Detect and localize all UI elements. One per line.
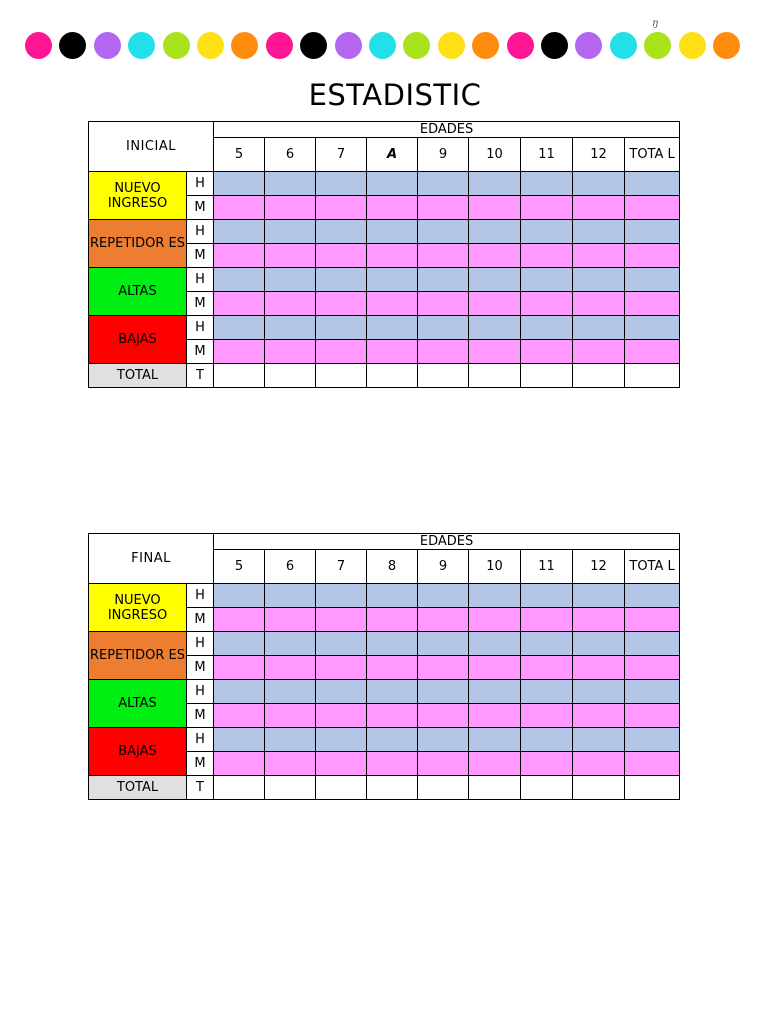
data-entry-cell[interactable] — [316, 172, 367, 196]
age-header: 7 — [316, 138, 367, 172]
data-entry-cell[interactable] — [316, 728, 367, 752]
data-entry-cell[interactable] — [573, 340, 625, 364]
data-entry-cell[interactable] — [418, 172, 469, 196]
data-entry-cell[interactable] — [316, 316, 367, 340]
age-header: 5 — [214, 138, 265, 172]
data-entry-cell[interactable] — [469, 268, 521, 292]
data-entry-cell[interactable] — [367, 680, 418, 704]
data-entry-cell[interactable] — [367, 656, 418, 680]
data-entry-cell[interactable] — [469, 172, 521, 196]
hombres-marker: H — [187, 584, 214, 608]
decorative-dot — [231, 32, 258, 59]
section-label: FINAL — [89, 534, 214, 584]
age-header: 11 — [521, 550, 573, 584]
data-entry-cell[interactable] — [214, 728, 265, 752]
data-entry-cell[interactable] — [418, 244, 469, 268]
data-entry-cell[interactable] — [521, 632, 573, 656]
data-entry-cell[interactable] — [521, 728, 573, 752]
data-entry-cell[interactable] — [367, 340, 418, 364]
age-header: 11 — [521, 138, 573, 172]
data-entry-cell[interactable] — [573, 268, 625, 292]
decorative-dot — [300, 32, 327, 59]
decorative-dot — [197, 32, 224, 59]
data-entry-cell[interactable] — [265, 340, 316, 364]
total-entry-cell[interactable] — [265, 776, 316, 800]
data-entry-cell[interactable] — [573, 244, 625, 268]
data-entry-cell[interactable] — [573, 172, 625, 196]
data-entry-cell[interactable] — [469, 632, 521, 656]
data-entry-cell[interactable] — [418, 340, 469, 364]
age-header: 5 — [214, 550, 265, 584]
data-entry-cell[interactable] — [214, 608, 265, 632]
data-entry-cell[interactable] — [573, 632, 625, 656]
data-entry-cell[interactable] — [469, 704, 521, 728]
data-entry-cell[interactable] — [265, 316, 316, 340]
data-entry-cell[interactable] — [469, 752, 521, 776]
age-header: 7 — [316, 550, 367, 584]
data-entry-cell[interactable] — [265, 244, 316, 268]
data-entry-cell[interactable] — [469, 196, 521, 220]
edades-header: EDADES — [214, 122, 680, 138]
data-entry-cell[interactable] — [521, 268, 573, 292]
data-entry-cell[interactable] — [418, 656, 469, 680]
total-column-header: TOTA L — [625, 550, 680, 584]
data-entry-cell[interactable] — [521, 196, 573, 220]
data-entry-cell[interactable] — [316, 584, 367, 608]
data-entry-cell[interactable] — [625, 632, 680, 656]
data-entry-cell[interactable] — [418, 220, 469, 244]
page-title: ESTADISTIC — [308, 78, 482, 112]
category-repetidores: REPETIDOR ES — [89, 632, 187, 680]
data-entry-cell[interactable] — [214, 752, 265, 776]
age-header: 8 — [367, 550, 418, 584]
data-entry-cell[interactable] — [316, 632, 367, 656]
data-entry-cell[interactable] — [214, 196, 265, 220]
decorative-dot — [679, 32, 706, 59]
decorative-dot — [541, 32, 568, 59]
table-row — [89, 680, 680, 704]
data-entry-cell[interactable] — [521, 584, 573, 608]
decorative-dot — [266, 32, 293, 59]
hombres-marker: H — [187, 268, 214, 292]
data-entry-cell[interactable] — [521, 752, 573, 776]
data-entry-cell[interactable] — [367, 584, 418, 608]
data-entry-cell[interactable] — [367, 608, 418, 632]
decorative-dot — [403, 32, 430, 59]
data-entry-cell[interactable] — [418, 316, 469, 340]
age-header: 12 — [573, 550, 625, 584]
data-entry-cell[interactable] — [214, 584, 265, 608]
data-entry-cell[interactable] — [316, 292, 367, 316]
total-entry-cell[interactable] — [214, 776, 265, 800]
data-entry-cell[interactable] — [418, 268, 469, 292]
hombres-marker: H — [187, 728, 214, 752]
data-entry-cell[interactable] — [625, 704, 680, 728]
decorative-dot — [335, 32, 362, 59]
table-row — [89, 268, 680, 292]
total-entry-cell[interactable] — [316, 364, 367, 388]
decorative-dot-border — [0, 32, 768, 62]
data-entry-cell[interactable] — [316, 340, 367, 364]
decorative-dot — [713, 32, 740, 59]
data-entry-cell[interactable] — [573, 584, 625, 608]
data-entry-cell[interactable] — [573, 608, 625, 632]
data-entry-cell[interactable] — [316, 680, 367, 704]
category-repetidores: REPETIDOR ES — [89, 220, 187, 268]
age-header: 6 — [265, 138, 316, 172]
total-label: TOTAL — [89, 776, 187, 800]
mujeres-marker: M — [187, 292, 214, 316]
data-entry-cell[interactable] — [418, 728, 469, 752]
data-entry-cell[interactable] — [418, 752, 469, 776]
data-entry-cell[interactable] — [625, 292, 680, 316]
data-entry-cell[interactable] — [214, 340, 265, 364]
data-entry-cell[interactable] — [265, 656, 316, 680]
category-nuevo-ingreso: NUEVO INGRESO — [89, 584, 187, 632]
age-header: 6 — [265, 550, 316, 584]
data-entry-cell[interactable] — [469, 340, 521, 364]
data-entry-cell[interactable] — [418, 608, 469, 632]
total-entry-cell[interactable] — [418, 364, 469, 388]
data-entry-cell[interactable] — [214, 292, 265, 316]
data-entry-cell[interactable] — [214, 244, 265, 268]
category-altas: ALTAS — [89, 268, 187, 316]
data-entry-cell[interactable] — [265, 704, 316, 728]
table-row — [89, 728, 680, 752]
mujeres-marker: M — [187, 196, 214, 220]
data-entry-cell[interactable] — [625, 268, 680, 292]
age-header: 10 — [469, 550, 521, 584]
data-entry-cell[interactable] — [367, 268, 418, 292]
data-entry-cell[interactable] — [316, 196, 367, 220]
hombres-marker: H — [187, 172, 214, 196]
total-entry-cell[interactable] — [316, 776, 367, 800]
final-body — [89, 584, 680, 800]
data-entry-cell[interactable] — [265, 608, 316, 632]
decorative-dot — [438, 32, 465, 59]
data-entry-cell[interactable] — [573, 728, 625, 752]
age-header: 12 — [573, 138, 625, 172]
category-nuevo-ingreso: NUEVO INGRESO — [89, 172, 187, 220]
total-row — [89, 776, 680, 800]
data-entry-cell[interactable] — [521, 680, 573, 704]
total-entry-cell[interactable] — [367, 776, 418, 800]
data-entry-cell[interactable] — [265, 584, 316, 608]
decorative-dot — [128, 32, 155, 59]
data-entry-cell[interactable] — [625, 752, 680, 776]
data-entry-cell[interactable] — [625, 220, 680, 244]
data-entry-cell[interactable] — [265, 196, 316, 220]
data-entry-cell[interactable] — [367, 196, 418, 220]
data-entry-cell[interactable] — [521, 172, 573, 196]
total-entry-cell[interactable] — [418, 776, 469, 800]
data-entry-cell[interactable] — [265, 752, 316, 776]
total-row — [89, 364, 680, 388]
data-entry-cell[interactable] — [573, 704, 625, 728]
data-entry-cell[interactable] — [625, 196, 680, 220]
data-entry-cell[interactable] — [521, 244, 573, 268]
data-entry-cell[interactable] — [214, 704, 265, 728]
data-entry-cell[interactable] — [367, 632, 418, 656]
data-entry-cell[interactable] — [521, 340, 573, 364]
data-entry-cell[interactable] — [521, 292, 573, 316]
data-entry-cell[interactable] — [265, 220, 316, 244]
corner-mark: ŋ — [652, 18, 659, 29]
data-entry-cell[interactable] — [469, 584, 521, 608]
data-entry-cell[interactable] — [469, 680, 521, 704]
decorative-dot — [163, 32, 190, 59]
data-entry-cell[interactable] — [265, 268, 316, 292]
total-entry-cell[interactable] — [625, 776, 680, 800]
total-column-header: TOTA L — [625, 138, 680, 172]
category-bajas: BAJAS — [89, 728, 187, 776]
data-entry-cell[interactable] — [573, 196, 625, 220]
age-header: 9 — [418, 138, 469, 172]
data-entry-cell[interactable] — [214, 268, 265, 292]
data-entry-cell[interactable] — [469, 220, 521, 244]
data-entry-cell[interactable] — [316, 752, 367, 776]
data-entry-cell[interactable] — [573, 292, 625, 316]
total-entry-cell[interactable] — [469, 776, 521, 800]
data-entry-cell[interactable] — [214, 632, 265, 656]
data-entry-cell[interactable] — [469, 244, 521, 268]
decorative-dot — [369, 32, 396, 59]
total-marker: T — [187, 776, 214, 800]
category-altas: ALTAS — [89, 680, 187, 728]
data-entry-cell[interactable] — [418, 704, 469, 728]
data-entry-cell[interactable] — [367, 292, 418, 316]
data-entry-cell[interactable] — [367, 316, 418, 340]
data-entry-cell[interactable] — [265, 632, 316, 656]
data-entry-cell[interactable] — [367, 172, 418, 196]
data-entry-cell[interactable] — [625, 316, 680, 340]
data-entry-cell[interactable] — [214, 680, 265, 704]
data-entry-cell[interactable] — [625, 656, 680, 680]
data-entry-cell[interactable] — [469, 608, 521, 632]
inicial-body — [89, 172, 680, 388]
total-entry-cell[interactable] — [214, 364, 265, 388]
data-entry-cell[interactable] — [521, 704, 573, 728]
data-entry-cell[interactable] — [316, 244, 367, 268]
data-entry-cell[interactable] — [521, 656, 573, 680]
data-entry-cell[interactable] — [625, 244, 680, 268]
total-marker: T — [187, 364, 214, 388]
decorative-dot — [507, 32, 534, 59]
total-entry-cell[interactable] — [573, 364, 625, 388]
age-header-handwritten: A — [367, 138, 418, 172]
total-entry-cell[interactable] — [265, 364, 316, 388]
data-entry-cell[interactable] — [573, 220, 625, 244]
inicial-table — [88, 121, 680, 388]
data-entry-cell[interactable] — [316, 704, 367, 728]
total-entry-cell[interactable] — [573, 776, 625, 800]
data-entry-cell[interactable] — [316, 608, 367, 632]
data-entry-cell[interactable] — [265, 728, 316, 752]
hombres-marker: H — [187, 220, 214, 244]
data-entry-cell[interactable] — [469, 656, 521, 680]
data-entry-cell[interactable] — [316, 268, 367, 292]
decorative-dot — [575, 32, 602, 59]
data-entry-cell[interactable] — [625, 608, 680, 632]
data-entry-cell[interactable] — [625, 728, 680, 752]
data-entry-cell[interactable] — [265, 292, 316, 316]
data-entry-cell[interactable] — [367, 728, 418, 752]
decorative-dot — [610, 32, 637, 59]
data-entry-cell[interactable] — [265, 680, 316, 704]
total-entry-cell[interactable] — [521, 776, 573, 800]
decorative-dot — [94, 32, 121, 59]
data-entry-cell[interactable] — [367, 752, 418, 776]
data-entry-cell[interactable] — [316, 220, 367, 244]
data-entry-cell[interactable] — [573, 752, 625, 776]
mujeres-marker: M — [187, 704, 214, 728]
table-row — [89, 632, 680, 656]
data-entry-cell[interactable] — [265, 172, 316, 196]
mujeres-marker: M — [187, 340, 214, 364]
decorative-dot — [25, 32, 52, 59]
total-label: TOTAL — [89, 364, 187, 388]
total-entry-cell[interactable] — [367, 364, 418, 388]
age-header: 9 — [418, 550, 469, 584]
final-table — [88, 533, 680, 800]
table-row — [89, 584, 680, 608]
data-entry-cell[interactable] — [367, 244, 418, 268]
data-entry-cell[interactable] — [469, 728, 521, 752]
age-header: 10 — [469, 138, 521, 172]
data-entry-cell[interactable] — [367, 220, 418, 244]
data-entry-cell[interactable] — [214, 316, 265, 340]
edades-header: EDADES — [214, 534, 680, 550]
data-entry-cell[interactable] — [316, 656, 367, 680]
data-entry-cell[interactable] — [418, 584, 469, 608]
decorative-dot — [59, 32, 86, 59]
mujeres-marker: M — [187, 656, 214, 680]
data-entry-cell[interactable] — [367, 704, 418, 728]
data-entry-cell[interactable] — [214, 172, 265, 196]
data-entry-cell[interactable] — [521, 608, 573, 632]
decorative-dot — [644, 32, 671, 59]
hombres-marker: H — [187, 632, 214, 656]
data-entry-cell[interactable] — [625, 172, 680, 196]
mujeres-marker: M — [187, 244, 214, 268]
total-entry-cell[interactable] — [521, 364, 573, 388]
table-row — [89, 220, 680, 244]
data-entry-cell[interactable] — [418, 632, 469, 656]
hombres-marker: H — [187, 316, 214, 340]
data-entry-cell[interactable] — [573, 680, 625, 704]
data-entry-cell[interactable] — [469, 316, 521, 340]
total-entry-cell[interactable] — [625, 364, 680, 388]
data-entry-cell[interactable] — [214, 220, 265, 244]
data-entry-cell[interactable] — [573, 316, 625, 340]
table-row — [89, 316, 680, 340]
table-row — [89, 172, 680, 196]
data-entry-cell[interactable] — [521, 220, 573, 244]
mujeres-marker: M — [187, 752, 214, 776]
data-entry-cell[interactable] — [625, 680, 680, 704]
section-label: INICIAL — [89, 122, 214, 172]
data-entry-cell[interactable] — [469, 292, 521, 316]
data-entry-cell[interactable] — [418, 680, 469, 704]
mujeres-marker: M — [187, 608, 214, 632]
hombres-marker: H — [187, 680, 214, 704]
data-entry-cell[interactable] — [418, 292, 469, 316]
data-entry-cell[interactable] — [573, 656, 625, 680]
total-entry-cell[interactable] — [469, 364, 521, 388]
data-entry-cell[interactable] — [521, 316, 573, 340]
data-entry-cell[interactable] — [625, 340, 680, 364]
data-entry-cell[interactable] — [418, 196, 469, 220]
category-bajas: BAJAS — [89, 316, 187, 364]
decorative-dot — [472, 32, 499, 59]
data-entry-cell[interactable] — [214, 656, 265, 680]
data-entry-cell[interactable] — [625, 584, 680, 608]
